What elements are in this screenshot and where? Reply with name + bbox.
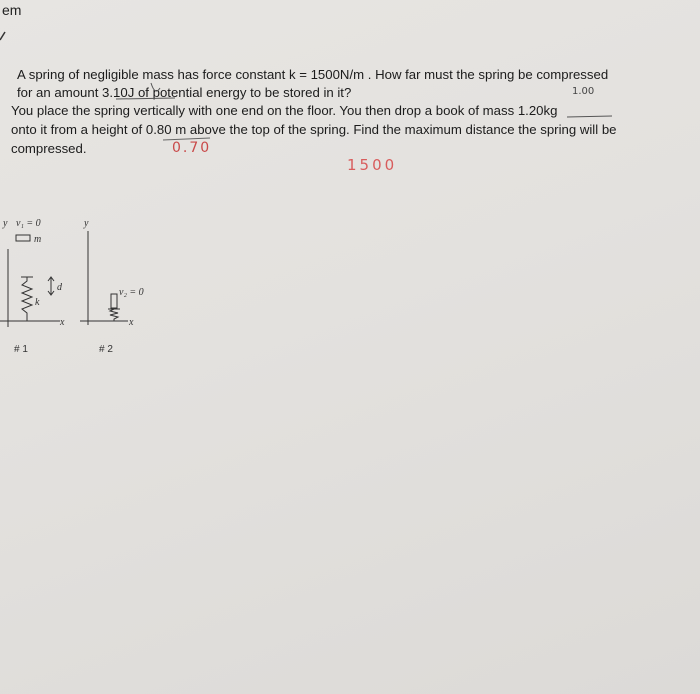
problem-line-5: compressed. <box>11 141 87 156</box>
handwritten-note-1: 1.00 <box>572 86 595 97</box>
book-block-2 <box>111 294 117 308</box>
handwritten-note-2: 0.70 <box>172 140 212 156</box>
case-1-diagram <box>0 218 65 355</box>
d-label: d <box>57 282 62 293</box>
y-axis-label-2: y <box>84 218 89 229</box>
problem-line-1: A spring of negligible mass has force constant k = 1500N/m . How far must the spring be compressed <box>17 67 609 82</box>
x-axis-label-2: x <box>129 317 134 328</box>
case-2-diagram <box>80 218 144 355</box>
spring-1 <box>22 277 32 321</box>
problem-line-4: onto it from a height of 0.80 m above the top of the spring. Find the maximum distance the spring will be <box>11 122 617 137</box>
case-2-label: # 2 <box>99 344 113 355</box>
book-block <box>16 235 30 241</box>
case-1-label: # 1 <box>14 344 28 355</box>
v2-label: v₂ = 0 <box>119 287 144 298</box>
handwritten-note-3: 1500 <box>347 156 398 174</box>
d-arrow <box>48 277 54 295</box>
problem-line-2: for an amount 3.10J of potential energy to be stored in it? <box>17 85 352 100</box>
spring-2 <box>110 309 118 321</box>
k-label: k <box>35 297 40 308</box>
v1-label: v₁ = 0 <box>16 218 41 229</box>
header-fragment: em <box>2 2 22 18</box>
spring-diagram <box>0 205 180 365</box>
y-axis-label: y <box>3 218 8 229</box>
problem-line-3: You place the spring vertically with one end on the floor. You then drop a book of mass 1.20kg <box>11 103 558 118</box>
x-axis-label-1: x <box>60 317 65 328</box>
mass-label: m <box>34 234 42 245</box>
